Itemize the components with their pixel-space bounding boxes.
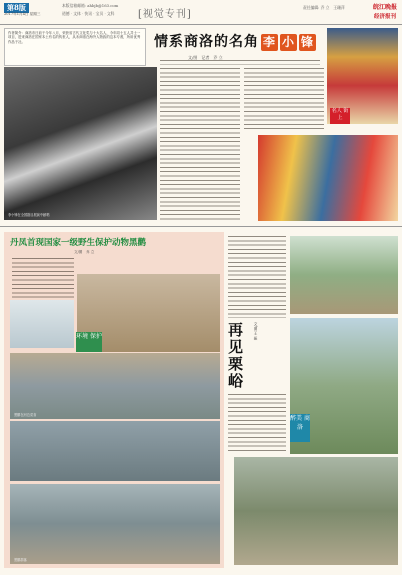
stork-shallow-photo: [10, 421, 220, 481]
feature3-body-top: [228, 236, 286, 318]
singer-photo-caption: 李小锋在全国剧目展演中献唱: [8, 213, 50, 217]
editor-credit: 责任编辑: 乔 立 王珊萍: [303, 5, 345, 10]
feature3-byline: 文/图 王 振: [254, 322, 258, 340]
newspaper-logo: [372, 2, 398, 24]
author-intro-box: [4, 28, 146, 66]
feature1-byline: 文/图 记者 乔 立: [188, 55, 223, 60]
stork-caption-2: 黑鹳群落: [14, 558, 27, 562]
headline-text: 情系商洛的名角: [154, 34, 259, 50]
name-char-3: 锋: [300, 34, 314, 49]
feature3-body-mid: [228, 394, 286, 454]
feature3-headline: [228, 322, 254, 390]
singer-photo: [4, 67, 157, 220]
logo-text-bottom: 经济报刊: [373, 14, 396, 20]
stork-flock-photo: [10, 484, 220, 564]
feature1-body-column-1: [160, 68, 240, 221]
headline-char-3: 栗: [228, 355, 244, 373]
page-number: 第8版: [4, 3, 29, 13]
stork-flying-photo: [10, 300, 74, 348]
feature2-headline: 丹凤首现国家一级野生保护动物黑鹳: [10, 238, 147, 248]
section-divider: [0, 226, 402, 227]
feature1-body-column-2: [244, 68, 324, 130]
stork-caption-1: 黑鹳在河边觅食: [14, 413, 37, 417]
issue-date: 2017年1月4日 星期三: [4, 12, 41, 16]
headline-char-4: 峪: [228, 372, 244, 390]
stork-river-photo: [10, 353, 220, 419]
name-char-2: 小: [281, 34, 295, 49]
feature1-tag: 名人 街上: [330, 108, 350, 124]
feature1-headline: [154, 31, 316, 51]
author-intro-text: 作者简介：商洛市日前于今年八月，荣获省古代文化奖与十大名人，今年同十五人共士一项目，进来商洛在国家本土有名的传世人，从未商洛在海外人物致的这本专著，所用优秀作品于社。: [8, 31, 141, 44]
section-title: [视觉专刊]: [138, 9, 192, 20]
feature2-body: [12, 258, 74, 298]
feature2-tag: 环境 保护: [76, 332, 102, 352]
feature3-tag: 醉美 商洛: [290, 414, 310, 442]
goat-herder-photo: [234, 457, 398, 565]
header-rule: [0, 24, 402, 25]
name-char-1: 李: [262, 34, 276, 49]
header-sections: 道德 · 文体 · 快讯 · 宝贝 · 文科: [62, 11, 115, 16]
headline-char-1: 再: [228, 321, 244, 339]
feature2-byline: 文/图 乔 立: [74, 250, 95, 254]
header-note: 本版信箱邮箱: ahbjb@163.com: [62, 3, 119, 8]
opera-stage-photo: [258, 135, 398, 221]
headline-char-2: 见: [228, 338, 244, 356]
logo-text-top: 皖江晚报: [372, 4, 397, 11]
village-road-photo: [290, 236, 398, 314]
feature1-body-lead: [160, 60, 320, 65]
